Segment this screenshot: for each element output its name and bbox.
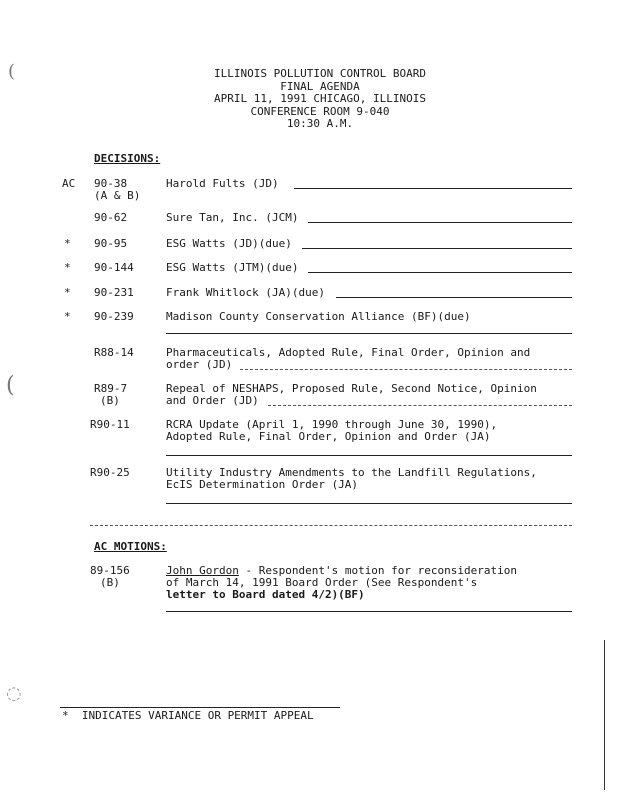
signature-line xyxy=(166,503,572,504)
docket-subnumber: (A & B) xyxy=(94,189,141,202)
signature-line xyxy=(308,222,572,223)
board-name: ILLINOIS POLLUTION CONTROL BOARD xyxy=(214,67,426,80)
signature-line xyxy=(294,188,572,189)
item-text: ESG Watts (JTM)(due) xyxy=(166,261,299,274)
agenda-title: FINAL AGENDA xyxy=(280,79,360,93)
motion-docket-number: 89-156 xyxy=(90,564,130,577)
section-divider xyxy=(90,525,572,526)
item-text: Repeal of NESHAPS, Proposed Rule, Second Notice, Opinion xyxy=(166,382,537,395)
docket-number: 90-95 xyxy=(94,237,128,250)
motion-docket-subnumber: (B) xyxy=(100,576,120,589)
docket-number: 90-231 xyxy=(94,286,134,299)
item-text: Pharmaceuticals, Adopted Rule, Final Order, Opinion and xyxy=(166,346,531,359)
item-text-continued: Adopted Rule, Final Order, Opinion and Order (JA) xyxy=(166,430,491,443)
signature-line xyxy=(336,297,572,298)
motion-description: - Respondent's motion for reconsideration xyxy=(238,564,518,577)
item-text-continued: EcIS Determination Order (JA) xyxy=(166,478,359,491)
punch-hole-mark-middle: ( xyxy=(6,373,15,398)
signature-line xyxy=(308,272,572,273)
docket-number: 90-239 xyxy=(94,310,134,323)
docket-number: 90-38 xyxy=(94,177,128,190)
item-text-continued: order (JD) xyxy=(166,358,233,371)
right-edge-mark xyxy=(604,640,605,790)
motion-party-name: John Gordon xyxy=(166,564,239,577)
punch-hole-mark-bottom: ◌ xyxy=(6,683,22,704)
item-text: Sure Tan, Inc. (JCM) xyxy=(166,211,299,224)
signature-line xyxy=(166,611,572,612)
item-mark: * xyxy=(64,286,71,299)
item-text-continued: and Order (JD) xyxy=(166,394,259,407)
decisions-heading: DECISIONS: xyxy=(94,152,161,165)
agenda-header xyxy=(120,68,520,131)
item-text: RCRA Update (April 1, 1990 through June 30, 1990), xyxy=(166,418,498,431)
item-text: Utility Industry Amendments to the Landfill Regulations, xyxy=(166,466,537,479)
agenda-time: 10:30 A.M. xyxy=(286,117,354,130)
item-text: Madison County Conservation Alliance (BF)(due) xyxy=(166,310,471,323)
docket-number: R90-11 xyxy=(90,418,130,431)
docket-subnumber: (B) xyxy=(100,394,120,407)
docket-number: R89-7 xyxy=(94,382,128,395)
signature-line xyxy=(268,405,572,406)
punch-hole-mark-top: ( xyxy=(8,61,16,82)
item-text: Harold Fults (JD) xyxy=(166,177,279,190)
item-mark: AC xyxy=(62,177,76,190)
item-text: Frank Whitlock (JA)(due) xyxy=(166,286,325,299)
signature-line xyxy=(166,333,572,334)
docket-number: 90-62 xyxy=(94,211,128,224)
signature-line xyxy=(240,369,572,370)
item-mark: * xyxy=(64,261,71,274)
footnote-rule xyxy=(60,707,340,708)
footnote-variance: * INDICATES VARIANCE OR PERMIT APPEAL xyxy=(62,709,314,722)
agenda-date-location: APRIL 11, 1991 CHICAGO, ILLINOIS xyxy=(214,92,426,105)
ac-motions-heading: AC MOTIONS: xyxy=(94,540,167,553)
signature-line xyxy=(166,455,572,456)
item-text: ESG Watts (JD)(due) xyxy=(166,237,292,250)
item-mark: * xyxy=(64,237,71,250)
item-mark: * xyxy=(64,310,71,323)
agenda-room: CONFERENCE ROOM 9-040 xyxy=(250,104,390,118)
docket-number: R88-14 xyxy=(94,346,134,359)
signature-line xyxy=(302,248,572,249)
docket-number: R90-25 xyxy=(90,466,130,479)
motion-text-continued: of March 14, 1991 Board Order (See Respondent's xyxy=(166,576,478,589)
docket-number: 90-144 xyxy=(94,261,134,274)
motion-text-continued: letter to Board dated 4/2)(BF) xyxy=(166,588,365,601)
